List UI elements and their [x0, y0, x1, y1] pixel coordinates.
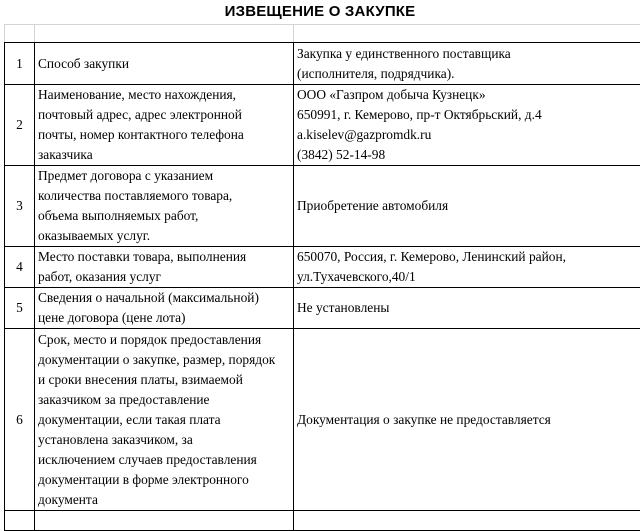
row-label[interactable] — [35, 247, 294, 288]
row-number[interactable]: 2 — [5, 85, 35, 166]
row-number[interactable]: 4 — [5, 247, 35, 288]
row-label[interactable] — [35, 43, 294, 85]
row-label-line: Место поставки товара, выполнения — [38, 247, 290, 267]
row-label-line: Срок, место и порядок предоставления — [38, 330, 290, 350]
row-label-line: количества поставляемого товара, — [38, 186, 290, 206]
table-row — [5, 43, 640, 85]
row-label-line: работ, оказания услуг — [38, 267, 290, 287]
row-label-line: Способ закупки — [38, 54, 290, 74]
table-row — [5, 511, 640, 531]
row-value-line: Приобретение автомобиля — [297, 196, 640, 216]
row-label-line: объема выполняемых работ, — [38, 206, 290, 226]
row-label-line: оказываемых услуг. — [38, 226, 290, 246]
row-label-line: и сроки внесения платы, взимаемой — [38, 370, 290, 390]
row-label[interactable] — [35, 329, 294, 511]
table-cell[interactable] — [35, 511, 294, 531]
header-spacer-row — [5, 25, 640, 43]
row-label-line: документации о закупке, размер, порядок — [38, 350, 290, 370]
table-cell[interactable] — [294, 25, 640, 43]
row-label-line: заказчика — [38, 145, 290, 165]
table-cell[interactable] — [294, 511, 640, 531]
table-row — [5, 329, 640, 511]
row-value-line: (исполнителя, подрядчика). — [297, 64, 640, 84]
row-label-line: установлена заказчиком, за — [38, 430, 290, 450]
row-label-line: исключением случаев предоставления — [38, 450, 290, 470]
row-value[interactable] — [294, 247, 640, 288]
table-cell[interactable] — [35, 25, 294, 43]
table-row — [5, 166, 640, 247]
table-row — [5, 247, 640, 288]
row-value-line: 650991, г. Кемерово, пр-т Октябрьский, д.4 — [297, 105, 640, 125]
row-number[interactable]: 5 — [5, 288, 35, 329]
row-value-line: a.kiselev@gazpromdk.ru — [297, 125, 640, 145]
table-row — [5, 85, 640, 166]
table-row — [5, 288, 640, 329]
procurement-table — [4, 24, 640, 531]
row-label-line: Наименование, место нахождения, — [38, 85, 290, 105]
row-value[interactable] — [294, 329, 640, 511]
row-value-line: (3842) 52-14-98 — [297, 145, 640, 165]
row-value[interactable] — [294, 43, 640, 85]
row-value-line: 650070, Россия, г. Кемерово, Ленинский район, — [297, 247, 640, 267]
row-value[interactable] — [294, 288, 640, 329]
row-number[interactable]: 6 — [5, 329, 35, 511]
row-number[interactable]: 1 — [5, 43, 35, 85]
row-label[interactable] — [35, 166, 294, 247]
row-number[interactable]: 3 — [5, 166, 35, 247]
row-value-line: Не установлены — [297, 298, 640, 318]
row-label-line: документации, если такая плата — [38, 410, 290, 430]
row-label-line: документации в форме электронного — [38, 470, 290, 490]
row-label-line: заказчиком за предоставление — [38, 390, 290, 410]
table-cell[interactable] — [5, 511, 35, 531]
row-label-line: Сведения о начальной (максимальной) — [38, 288, 290, 308]
page-title: ИЗВЕЩЕНИЕ О ЗАКУПКЕ — [0, 0, 640, 24]
row-value-line: ул.Тухачевского,40/1 — [297, 267, 640, 287]
row-value-line: Документация о закупке не предоставляется — [297, 410, 640, 430]
row-value[interactable] — [294, 166, 640, 247]
row-label-line: почты, номер контактного телефона — [38, 125, 290, 145]
row-label[interactable] — [35, 288, 294, 329]
row-value-line: Закупка у единственного поставщика — [297, 44, 640, 64]
table-cell[interactable] — [5, 25, 35, 43]
row-label-line: документа — [38, 490, 290, 510]
row-value[interactable] — [294, 85, 640, 166]
row-label-line: Предмет договора с указанием — [38, 166, 290, 186]
row-label[interactable] — [35, 85, 294, 166]
row-value-line: ООО «Газпром добыча Кузнецк» — [297, 85, 640, 105]
row-label-line: цене договора (цене лота) — [38, 308, 290, 328]
row-label-line: почтовый адрес, адрес электронной — [38, 105, 290, 125]
